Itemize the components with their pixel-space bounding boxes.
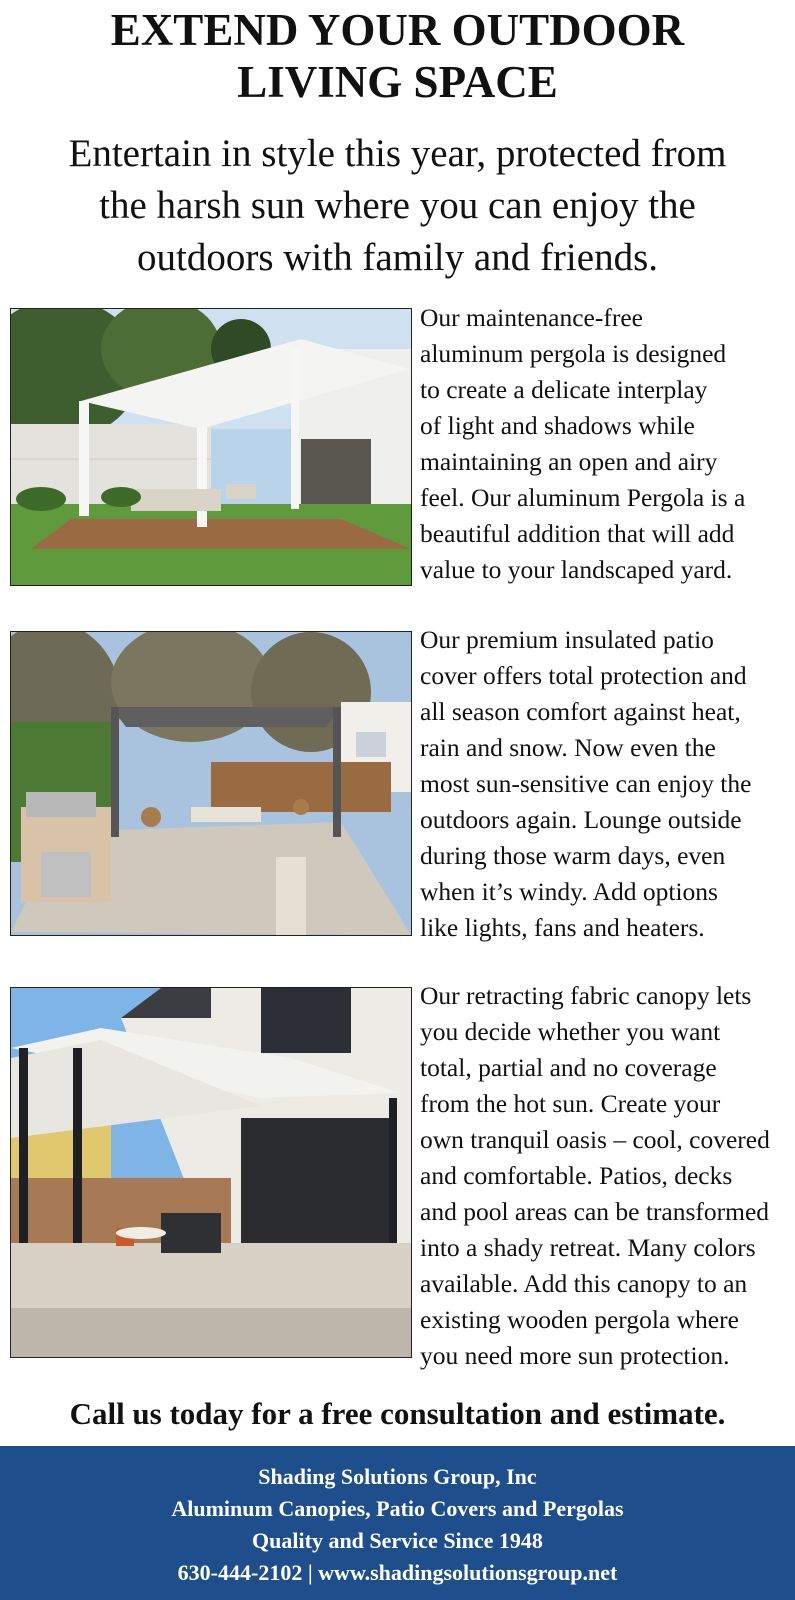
headline-line-2: LIVING SPACE: [237, 57, 558, 107]
headline: [0, 4, 795, 108]
patio-cover-description: Our premium insulated patio cover offers total protection and all season comfort against heat, rain and snow. Now even the most sun-sensitive can enjoy the outdoors again. Lounge outside during those warm days, even when it’s windy. Add options like lights, fans and heaters.: [420, 625, 752, 942]
patio-cover-photo: [10, 631, 412, 936]
headline-line-1: EXTEND YOUR OUTDOOR: [110, 5, 685, 55]
subheadline-line-1: Entertain in style this year, protected from: [68, 132, 727, 175]
subheadline-line-2: the harsh sun where you can enjoy the: [99, 184, 696, 227]
fabric-canopy-photo: [10, 987, 412, 1358]
call-to-action: Call us today for a free consultation and estimate.: [69, 1396, 726, 1431]
subheadline-line-3: outdoors with family and friends.: [137, 236, 658, 279]
company-name: Shading Solutions Group, Inc: [258, 1464, 537, 1489]
tagline: Quality and Service Since 1948: [252, 1528, 543, 1553]
subheadline: [6, 128, 789, 284]
product-line: Aluminum Canopies, Patio Covers and Pergolas: [171, 1496, 624, 1521]
pergola-photo: [10, 308, 412, 586]
contact-info: 630-444-2102 | www.shadingsolutionsgroup.net: [177, 1560, 618, 1585]
contact-footer: [0, 1446, 795, 1600]
fabric-canopy-description: Our retracting fabric canopy lets you decide whether you want total, partial and no coverage from the hot sun. Create your own tranquil oasis – cool, covered and comfortable. Patios, decks and pool areas can be transformed into a shady retreat. Many colors available. Add this canopy to an existing wooden pergola where you need more sun protection.: [420, 981, 770, 1370]
pergola-description: Our maintenance-free aluminum pergola is designed to create a delicate interplay of light and shadows while maintaining an open and airy feel. Our aluminum Pergola is a beautiful addition that will add value to your landscaped yard.: [420, 303, 746, 584]
